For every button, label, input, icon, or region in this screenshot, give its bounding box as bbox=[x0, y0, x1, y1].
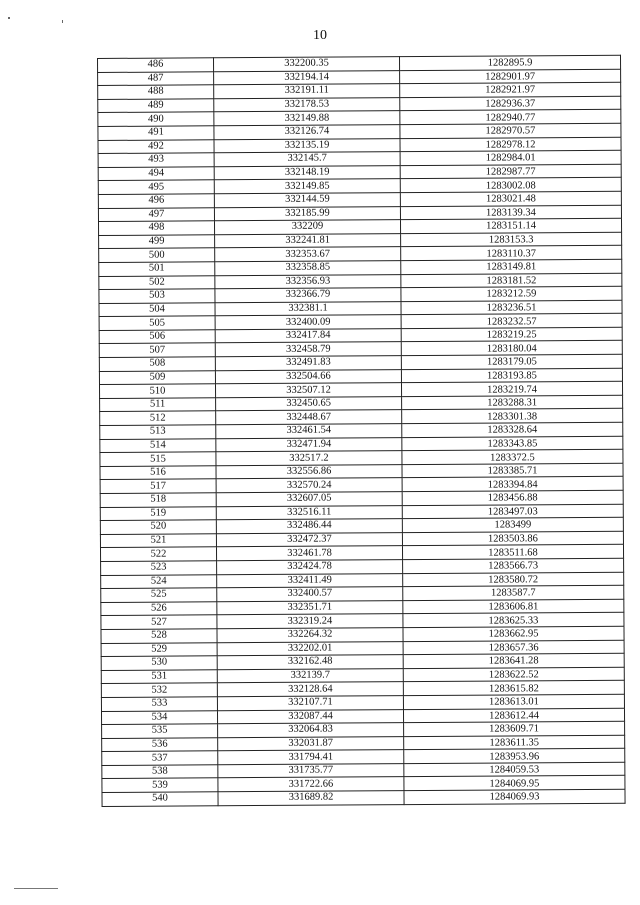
x-coordinate-cell: 332145.7 bbox=[214, 152, 400, 167]
scan-speck bbox=[62, 20, 63, 23]
y-coordinate-value: 1282987.77 bbox=[485, 166, 536, 178]
point-number-cell: 527 bbox=[101, 615, 217, 629]
y-coordinate-cell bbox=[403, 694, 624, 709]
y-coordinate-cell bbox=[401, 232, 622, 247]
point-number-cell: 511 bbox=[100, 398, 216, 412]
coordinates-table-body bbox=[98, 55, 626, 806]
y-coordinate-cell bbox=[404, 735, 625, 750]
point-number-cell: 487 bbox=[98, 71, 214, 85]
y-coordinate-value: 1283288.31 bbox=[487, 397, 538, 409]
point-number-cell: 497 bbox=[98, 207, 214, 221]
x-coordinate-cell: 332353.67 bbox=[215, 247, 401, 262]
x-coordinate-cell: 332162.48 bbox=[217, 655, 403, 670]
x-coordinate-cell: 332356.93 bbox=[215, 274, 401, 289]
point-number-cell: 513 bbox=[100, 425, 216, 439]
point-number-cell: 491 bbox=[98, 126, 214, 140]
y-coordinate-cell bbox=[402, 504, 623, 519]
y-coordinate-cell bbox=[402, 490, 623, 505]
point-number-cell: 520 bbox=[100, 520, 216, 534]
y-coordinate-value: 1283212.59 bbox=[486, 288, 537, 301]
point-number-cell: 486 bbox=[98, 58, 214, 72]
y-coordinate-cell bbox=[402, 477, 623, 492]
y-coordinate-cell bbox=[403, 626, 624, 641]
x-coordinate-cell: 332486.44 bbox=[216, 519, 402, 534]
y-coordinate-value: 1283657.36 bbox=[488, 642, 539, 654]
point-number-cell: 496 bbox=[98, 194, 214, 208]
y-coordinate-cell bbox=[402, 436, 623, 451]
scan-footer-mark bbox=[14, 888, 58, 889]
y-coordinate-value: 1283372.5 bbox=[490, 451, 535, 464]
y-coordinate-value: 1283611.35 bbox=[489, 737, 539, 749]
x-coordinate-cell: 332461.78 bbox=[216, 546, 402, 561]
point-number-cell: 501 bbox=[99, 262, 215, 276]
point-number-cell: 499 bbox=[99, 235, 215, 249]
y-coordinate-value: 1283613.01 bbox=[488, 696, 539, 708]
point-number-cell: 532 bbox=[101, 683, 217, 697]
point-number-cell: 524 bbox=[101, 574, 217, 588]
y-coordinate-value: 1282978.12 bbox=[485, 139, 536, 151]
y-coordinate-cell bbox=[402, 531, 623, 546]
y-coordinate-cell bbox=[403, 599, 624, 614]
scan-speck bbox=[8, 17, 10, 19]
x-coordinate-cell: 332194.14 bbox=[214, 70, 400, 85]
y-coordinate-cell bbox=[403, 585, 624, 600]
y-coordinate-cell bbox=[402, 545, 623, 560]
point-number-cell: 533 bbox=[101, 697, 217, 711]
y-coordinate-value: 1282895.9 bbox=[487, 57, 533, 69]
y-coordinate-cell bbox=[400, 205, 621, 220]
y-coordinate-cell bbox=[401, 314, 622, 329]
y-coordinate-value: 1284069.93 bbox=[489, 791, 540, 803]
x-coordinate-cell: 332209 bbox=[214, 220, 400, 235]
x-coordinate-cell: 332458.79 bbox=[215, 342, 401, 357]
y-coordinate-value: 1283179.05 bbox=[486, 356, 537, 368]
point-number-cell: 518 bbox=[100, 493, 216, 507]
x-coordinate-cell: 332139.7 bbox=[217, 668, 403, 683]
x-coordinate-cell: 332031.87 bbox=[218, 736, 404, 751]
y-coordinate-cell bbox=[401, 368, 622, 383]
y-coordinate-cell bbox=[402, 517, 623, 532]
x-coordinate-cell: 332144.59 bbox=[214, 193, 400, 208]
x-coordinate-cell: 332556.86 bbox=[216, 464, 402, 479]
point-number-cell: 512 bbox=[100, 411, 216, 425]
y-coordinate-cell bbox=[401, 382, 622, 397]
point-number-cell: 537 bbox=[102, 751, 218, 765]
y-coordinate-cell bbox=[400, 218, 621, 233]
x-coordinate-cell: 332366.79 bbox=[215, 288, 401, 303]
y-coordinate-value: 1283566.73 bbox=[488, 560, 539, 572]
point-number-cell: 522 bbox=[100, 547, 216, 561]
y-coordinate-cell bbox=[404, 721, 625, 736]
y-coordinate-cell bbox=[400, 137, 621, 152]
y-coordinate-cell bbox=[399, 55, 620, 70]
point-number-cell: 492 bbox=[98, 139, 214, 153]
point-number-cell: 526 bbox=[101, 602, 217, 616]
y-coordinate-value: 1282984.01 bbox=[485, 152, 536, 165]
point-number-cell: 539 bbox=[102, 778, 218, 792]
y-coordinate-cell bbox=[401, 300, 622, 315]
y-coordinate-value: 1282936.37 bbox=[485, 98, 536, 110]
y-coordinate-value: 1284059.53 bbox=[489, 764, 540, 776]
y-coordinate-cell bbox=[402, 409, 623, 424]
point-number-cell: 506 bbox=[99, 330, 215, 344]
y-coordinate-cell bbox=[404, 749, 625, 764]
point-number-cell: 489 bbox=[98, 99, 214, 113]
y-coordinate-cell bbox=[402, 422, 623, 437]
y-coordinate-cell bbox=[401, 354, 622, 369]
point-number-cell: 519 bbox=[100, 506, 216, 520]
x-coordinate-cell: 332087.44 bbox=[217, 709, 403, 724]
x-coordinate-cell: 332400.09 bbox=[215, 315, 401, 330]
x-coordinate-cell: 332149.85 bbox=[214, 179, 400, 194]
y-coordinate-value: 1284069.95 bbox=[489, 778, 540, 790]
y-coordinate-value: 1283002.08 bbox=[485, 179, 536, 192]
y-coordinate-cell bbox=[401, 327, 622, 342]
y-coordinate-value: 1283193.85 bbox=[486, 370, 537, 382]
x-coordinate-cell: 332128.64 bbox=[217, 682, 403, 697]
x-coordinate-cell: 332491.83 bbox=[215, 356, 401, 371]
y-coordinate-value: 1283606.81 bbox=[488, 601, 539, 613]
y-coordinate-cell bbox=[400, 178, 621, 193]
point-number-cell: 528 bbox=[101, 629, 217, 643]
x-coordinate-cell: 332424.78 bbox=[217, 560, 403, 575]
y-coordinate-value: 1283232.57 bbox=[486, 315, 537, 328]
point-number-cell: 530 bbox=[101, 656, 217, 670]
y-coordinate-value: 1283153.3 bbox=[488, 234, 534, 246]
y-coordinate-value: 1283456.88 bbox=[487, 492, 538, 504]
point-number-cell: 488 bbox=[98, 85, 214, 99]
point-number-cell: 508 bbox=[99, 357, 215, 371]
y-coordinate-value: 1283497.03 bbox=[487, 506, 538, 518]
y-coordinate-value: 1282940.77 bbox=[485, 111, 536, 124]
point-number-cell: 538 bbox=[102, 765, 218, 779]
y-coordinate-value: 1283139.34 bbox=[485, 207, 536, 219]
y-coordinate-value: 1283110.37 bbox=[486, 247, 536, 260]
point-number-cell: 502 bbox=[99, 275, 215, 289]
y-coordinate-value: 1282901.97 bbox=[485, 71, 536, 83]
x-coordinate-cell: 332400.57 bbox=[217, 587, 403, 602]
y-coordinate-value: 1283394.84 bbox=[487, 479, 538, 491]
point-number-cell: 510 bbox=[99, 384, 215, 398]
x-coordinate-cell: 332358.85 bbox=[215, 261, 401, 276]
y-coordinate-cell bbox=[400, 164, 621, 179]
x-coordinate-cell: 332607.05 bbox=[216, 492, 402, 507]
x-coordinate-cell: 332381.1 bbox=[215, 301, 401, 316]
y-coordinate-value: 1283580.72 bbox=[488, 574, 539, 586]
y-coordinate-value: 1283587.7 bbox=[490, 587, 536, 600]
point-number-cell: 515 bbox=[100, 452, 216, 466]
y-coordinate-cell bbox=[400, 82, 621, 97]
x-coordinate-cell: 332178.53 bbox=[214, 97, 400, 112]
y-coordinate-value: 1283180.04 bbox=[486, 343, 537, 355]
y-coordinate-value: 1283622.52 bbox=[488, 669, 539, 681]
point-number-cell: 494 bbox=[98, 167, 214, 181]
point-number-cell: 523 bbox=[101, 561, 217, 575]
y-coordinate-cell bbox=[400, 110, 621, 125]
y-coordinate-value: 1283343.85 bbox=[487, 438, 538, 450]
x-coordinate-cell: 332264.32 bbox=[217, 628, 403, 643]
y-coordinate-value: 1283625.33 bbox=[488, 614, 539, 627]
y-coordinate-cell bbox=[401, 259, 622, 274]
y-coordinate-value: 1283615.82 bbox=[488, 682, 539, 695]
y-coordinate-cell bbox=[403, 572, 624, 587]
y-coordinate-value: 1283219.74 bbox=[487, 383, 538, 396]
x-coordinate-cell: 332241.81 bbox=[215, 233, 401, 248]
y-coordinate-cell bbox=[403, 640, 624, 655]
point-number-cell: 490 bbox=[98, 112, 214, 126]
point-number-cell: 525 bbox=[101, 588, 217, 602]
y-coordinate-value: 1283953.96 bbox=[489, 750, 540, 763]
x-coordinate-cell: 332148.19 bbox=[214, 165, 400, 180]
point-number-cell: 529 bbox=[101, 642, 217, 656]
coordinates-table bbox=[97, 55, 626, 807]
y-coordinate-value: 1283385.71 bbox=[487, 465, 538, 477]
point-number-cell: 516 bbox=[100, 466, 216, 480]
x-coordinate-cell: 331794.41 bbox=[218, 750, 404, 765]
y-coordinate-value: 1283301.38 bbox=[487, 411, 538, 423]
y-coordinate-cell bbox=[403, 613, 624, 628]
point-number-cell: 504 bbox=[99, 302, 215, 316]
point-number-cell: 509 bbox=[99, 370, 215, 384]
point-number-cell: 503 bbox=[99, 289, 215, 303]
y-coordinate-value: 1283609.71 bbox=[489, 723, 540, 736]
y-coordinate-value: 1283149.81 bbox=[486, 261, 537, 273]
x-coordinate-cell: 332149.88 bbox=[214, 111, 400, 126]
y-coordinate-cell bbox=[401, 246, 622, 261]
y-coordinate-cell bbox=[403, 667, 624, 682]
x-coordinate-cell: 332516.11 bbox=[216, 505, 402, 520]
x-coordinate-cell: 332107.71 bbox=[217, 696, 403, 711]
y-coordinate-cell bbox=[404, 789, 625, 804]
x-coordinate-cell: 332570.24 bbox=[216, 478, 402, 493]
x-coordinate-cell: 332507.12 bbox=[215, 383, 401, 398]
y-coordinate-value: 1283151.14 bbox=[486, 220, 537, 233]
y-coordinate-cell bbox=[401, 286, 622, 301]
y-coordinate-value: 1283236.51 bbox=[486, 302, 537, 314]
x-coordinate-cell: 332472.37 bbox=[216, 532, 402, 547]
point-number-cell: 495 bbox=[98, 180, 214, 194]
x-coordinate-cell: 332202.01 bbox=[217, 641, 403, 656]
x-coordinate-cell: 332185.99 bbox=[214, 206, 400, 221]
y-coordinate-value: 1283219.25 bbox=[486, 329, 537, 341]
y-coordinate-value: 1283021.48 bbox=[485, 193, 536, 205]
x-coordinate-cell: 331735.77 bbox=[218, 764, 404, 779]
y-coordinate-cell bbox=[403, 708, 624, 723]
y-coordinate-cell bbox=[400, 191, 621, 206]
x-coordinate-cell: 332064.83 bbox=[218, 723, 404, 738]
y-coordinate-value: 1283499 bbox=[494, 519, 532, 532]
point-number-cell: 521 bbox=[100, 534, 216, 548]
x-coordinate-cell: 332417.84 bbox=[215, 329, 401, 344]
x-coordinate-cell: 332517.2 bbox=[216, 451, 402, 466]
y-coordinate-value: 1283503.86 bbox=[487, 533, 538, 545]
point-number-cell: 500 bbox=[99, 248, 215, 262]
y-coordinate-cell bbox=[404, 776, 625, 791]
point-number-cell: 536 bbox=[102, 737, 218, 751]
y-coordinate-value: 1283181.52 bbox=[486, 275, 537, 287]
y-coordinate-value: 1282970.57 bbox=[485, 125, 536, 137]
x-coordinate-cell: 332450.65 bbox=[216, 396, 402, 411]
y-coordinate-value: 1283641.28 bbox=[488, 655, 539, 668]
y-coordinate-cell bbox=[403, 653, 624, 668]
point-number-cell: 498 bbox=[98, 221, 214, 235]
y-coordinate-cell bbox=[401, 341, 622, 356]
x-coordinate-cell: 332200.35 bbox=[214, 57, 400, 72]
point-number-cell: 535 bbox=[102, 724, 218, 738]
x-coordinate-cell: 332351.71 bbox=[217, 600, 403, 615]
y-coordinate-cell bbox=[404, 762, 625, 777]
y-coordinate-cell bbox=[403, 681, 624, 696]
y-coordinate-value: 1283328.64 bbox=[487, 424, 538, 436]
x-coordinate-cell: 332411.49 bbox=[217, 573, 403, 588]
point-number-cell: 531 bbox=[101, 669, 217, 683]
y-coordinate-cell bbox=[401, 273, 622, 288]
y-coordinate-cell bbox=[402, 450, 623, 465]
y-coordinate-cell bbox=[400, 150, 621, 165]
x-coordinate-cell: 332319.24 bbox=[217, 614, 403, 629]
point-number-cell: 517 bbox=[100, 479, 216, 493]
x-coordinate-cell: 332126.74 bbox=[214, 125, 400, 140]
table-row bbox=[102, 789, 625, 806]
y-coordinate-cell bbox=[402, 395, 623, 410]
y-coordinate-cell bbox=[400, 69, 621, 84]
x-coordinate-cell: 331689.82 bbox=[218, 791, 404, 806]
x-coordinate-cell: 331722.66 bbox=[218, 777, 404, 792]
x-coordinate-cell: 332461.54 bbox=[216, 424, 402, 439]
point-number-cell: 540 bbox=[102, 792, 218, 806]
point-number-cell: 514 bbox=[100, 438, 216, 452]
y-coordinate-value: 1283612.44 bbox=[489, 710, 539, 722]
x-coordinate-cell: 332471.94 bbox=[216, 437, 402, 452]
point-number-cell: 505 bbox=[99, 316, 215, 330]
y-coordinate-value: 1283511.68 bbox=[488, 546, 538, 559]
point-number-cell: 534 bbox=[101, 710, 217, 724]
y-coordinate-cell bbox=[402, 463, 623, 478]
x-coordinate-cell: 332135.19 bbox=[214, 138, 400, 153]
point-number-cell: 507 bbox=[99, 343, 215, 357]
y-coordinate-cell bbox=[400, 96, 621, 111]
x-coordinate-cell: 332191.11 bbox=[214, 84, 400, 99]
point-number-cell: 493 bbox=[98, 153, 214, 167]
y-coordinate-cell bbox=[400, 123, 621, 138]
y-coordinate-cell bbox=[403, 558, 624, 573]
page-number: 10 bbox=[313, 28, 327, 43]
y-coordinate-value: 1282921.97 bbox=[485, 84, 536, 97]
x-coordinate-cell: 332448.67 bbox=[216, 410, 402, 425]
x-coordinate-cell: 332504.66 bbox=[215, 369, 401, 384]
y-coordinate-value: 1283662.95 bbox=[488, 628, 539, 640]
